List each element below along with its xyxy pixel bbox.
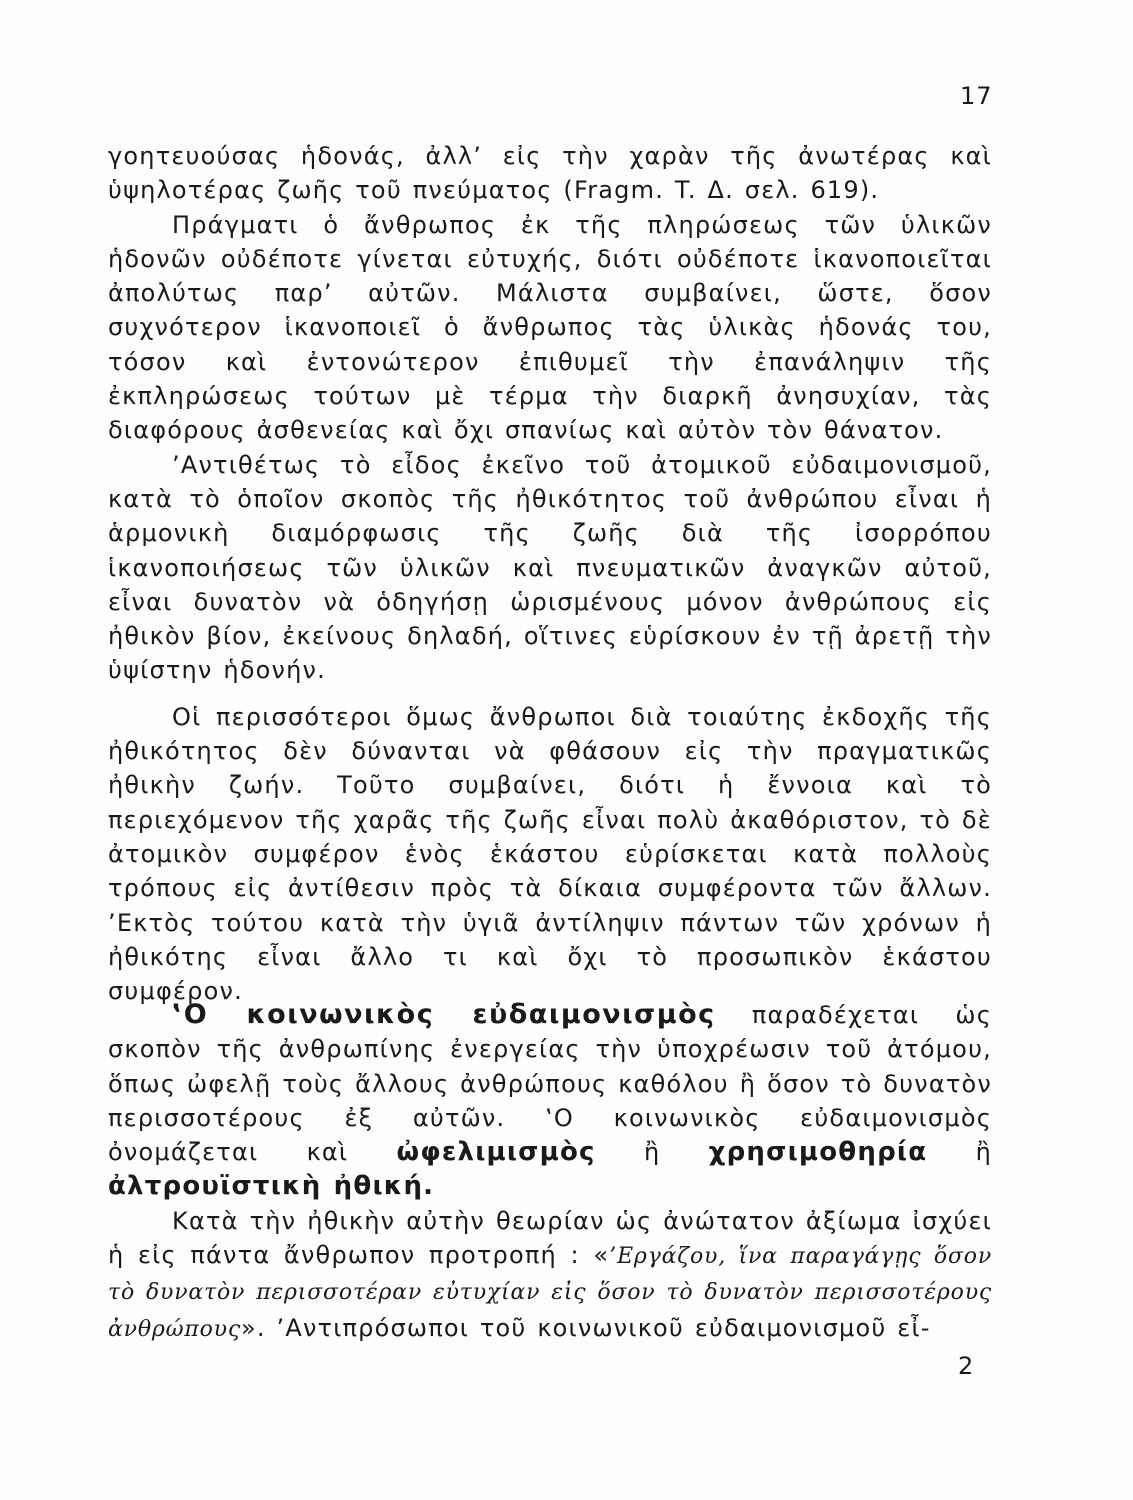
paragraph-individual-eudaemonism: ’Αντιθέτως τὸ εἶδος ἐκεῖνο τοῦ ἀτομικοῦ εὐδαιμονισμοῦ, κατὰ τὸ ὁποῖον σκοπὸς τῆς ἠθικότητος τοῦ ἀνθρώπου εἶναι ἡ ἁρμονικὴ διαμόρφωσις τῆς ζωῆς διὰ τῆς ἰσορρόπου ἱκανοποιήσεως τῶν ὑλικῶν καὶ πνευματικῶν ἀναγκῶν αὐτοῦ, εἶναι δυνατὸν νὰ ὁδηγήσῃ ὡρισμένους μόνον ἀνθρώπους εἰς ἠθικὸν βίον, ἐκείνους δηλαδή, οἵτινες εὑρίσκουν ἐν τῇ ἀρετῇ τὴν ὑψίστην ἡδονήν.	[108, 450, 992, 685]
paragraph-social-eudaemonism	[108, 998, 992, 1204]
term-utilitarianism: ὠφελιμισμὸς	[396, 1137, 596, 1168]
conjunction: ἢ	[595, 1138, 709, 1167]
term-altruistic-ethics: ἀλτρουϊστικὴ ἠθική.	[108, 1171, 435, 1202]
paragraph-maxim	[108, 1204, 992, 1347]
paragraph-material-pleasures: Πράγματι ὁ ἄνθρωπος ἐκ τῆς πληρώσεως τῶν ὑλικῶν ἡδονῶν οὐδέποτε γίνεται εὐτυχής, διότι οὐδέποτε ἱκανοποιεῖται ἀπολύτως παρ’ αὐτῶν. Μάλιστα συμβαίνει, ὥστε, ὅσον συχνότερον ἱκανοποιεῖ ὁ ἄνθρωπος τὰς ὑλικὰς ἡδονάς του, τόσον καὶ ἐντονώτερον ἐπιθυμεῖ τὴν ἐπανάληψιν τῆς ἐκπληρώσεως τούτων μὲ τέρμα τὴν διαρκῆ ἀνησυχίαν, τὰς διαφόρους ἀσθενείας καὶ ὄχι σπανίως καὶ αὐτὸν τὸν θάνατον.	[108, 210, 992, 445]
text-block-lower	[108, 998, 992, 1347]
term-usefulness: χρησιμοθηρία	[708, 1137, 928, 1168]
paragraph-body: παραδέχεται ὡς σκοπὸν τῆς ἀνθρωπίνης ἐνεργείας τὴν ὑποχρέωσιν τοῦ ἀτόμου, ὅπως ὠφελῇ τοὺς ἄλλους ἀνθρώπους καθόλου ἢ ὅσον τὸ δυνατὸν περισσοτέρους ἐξ αὐτῶν. ‛Ο κοινωνικὸς εὐδαιμονισμὸς ὀνομάζεται καὶ	[108, 1001, 992, 1167]
signature-mark: 2	[958, 1352, 974, 1380]
conjunction: ἢ	[927, 1138, 992, 1167]
maxim-ending: ». ’Αντιπρόσωποι τοῦ κοινωνικοῦ εὐδαιμονισμοῦ εἶ-	[240, 1313, 931, 1342]
paragraph-continuation: γοητευούσας ἡδονάς, ἀλλ’ εἰς τὴν χαρὰν τῆς ἀνωτέρας καὶ ὑψηλοτέρας ζωῆς τοῦ πνεύματος (Fragm. T. Δ. σελ. 619).	[108, 142, 992, 205]
text-block-upper	[108, 139, 992, 1008]
paragraph-most-people: Οἱ περισσότεροι ὅμως ἄνθρωποι διὰ τοιαύτης ἐκδοχῆς τῆς ἠθικότητος δὲν δύνανται νὰ φθάσουν εἰς τὴν πραγματικῶς ἠθικὴν ζωήν. Τοῦτο συμβαίνει, διότι ἡ ἔννοια καὶ τὸ περιεχόμενον τῆς χαρᾶς τῆς ζωῆς εἶναι πολὺ ἀκαθόριστον, τὸ δὲ ἀτομικὸν συμφέρον ἑνὸς ἑκάστου εὑρίσκεται κατὰ πολλοὺς τρόπους εἰς ἀντίθεσιν πρὸς τὰ δίκαια συμφέροντα τῶν ἄλλων. ’Εκτὸς τούτου κατὰ τὴν ὑγιᾶ ἀντίληψιν πάντων τῶν χρόνων ἡ ἠθικότης εἶναι ἄλλο τι καὶ ὄχι τὸ προσωπικὸν ἑκάστου συμφέρον.	[108, 702, 992, 1006]
maxim-quote: ’Εργάζου, ἵνα παραγάγῃς ὅσον τὸ δυνατὸν περισσοτέραν εὐτυχίαν εἰς ὅσον τὸ δυνατὸν περισσοτέρους ἀνθρώπους	[108, 1244, 992, 1342]
maxim-intro: Κατὰ τὴν ἠθικὴν αὐτὴν θεωρίαν ὡς ἀνώτατον ἀξίωμα ἰσχύει ἡ εἰς πάντα ἄνθρωπον προτροπή : «	[108, 1206, 992, 1270]
section-heading: ‛Ο κοινωνικὸς εὐδαιμονισμὸς	[172, 999, 716, 1030]
paragraph-gap	[108, 688, 992, 700]
page-number: 17	[960, 82, 993, 110]
